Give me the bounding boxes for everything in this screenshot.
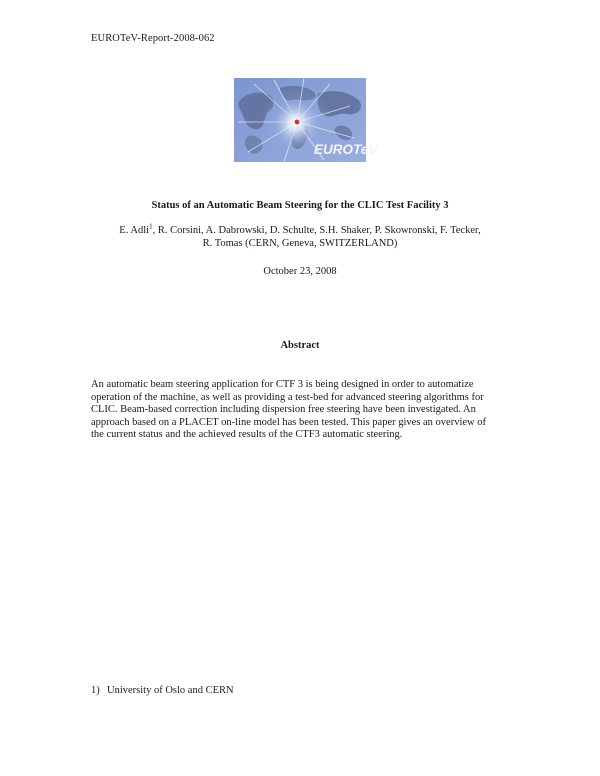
paper-title: Status of an Automatic Beam Steering for the CLIC Test Facility 3 [151,200,449,211]
eurotev-logo [234,78,378,162]
authors-line-2: R. Tomas (CERN, Geneva, SWITZERLAND) [202,238,398,249]
affiliation-marker: 1 [149,222,153,231]
footnote-number: 1) [91,685,100,696]
abstract-line: the current status and the achieved results of the CTF3 automatic steering. [91,429,403,441]
abstract-line: An automatic beam steering application for CTF 3 is being designed in order to automatize [91,379,474,390]
author-list [100,224,500,250]
abstract-line: CLIC. Beam-based correction including dispersion free steering have been investigated. An [91,404,476,416]
abstract-line: approach based on a PLACET on-line model has been tested. This paper gives an overview of [91,416,487,428]
paper-date: October 23, 2008 [263,266,337,277]
other-authors: , R. Corsini, A. Dabrowski, D. Schulte, S.H. Shaker, P. Skowronski, F. Tecker, [152,225,481,236]
report-id: EUROTeV-Report-2008-062 [91,33,215,44]
abstract-heading: Abstract [280,340,320,351]
eurotev-logo-graphic [234,78,378,162]
first-author: E. Adli [119,225,150,236]
abstract-line: operation of the machine, as well as providing a test-bed for advanced steering algorithms for [91,391,484,403]
authors-line-1 [100,224,500,237]
footnote-text: University of Oslo and CERN [107,685,234,696]
footnote [91,685,234,696]
logo-text: EUROTeV [314,142,378,157]
abstract-body [91,379,515,442]
